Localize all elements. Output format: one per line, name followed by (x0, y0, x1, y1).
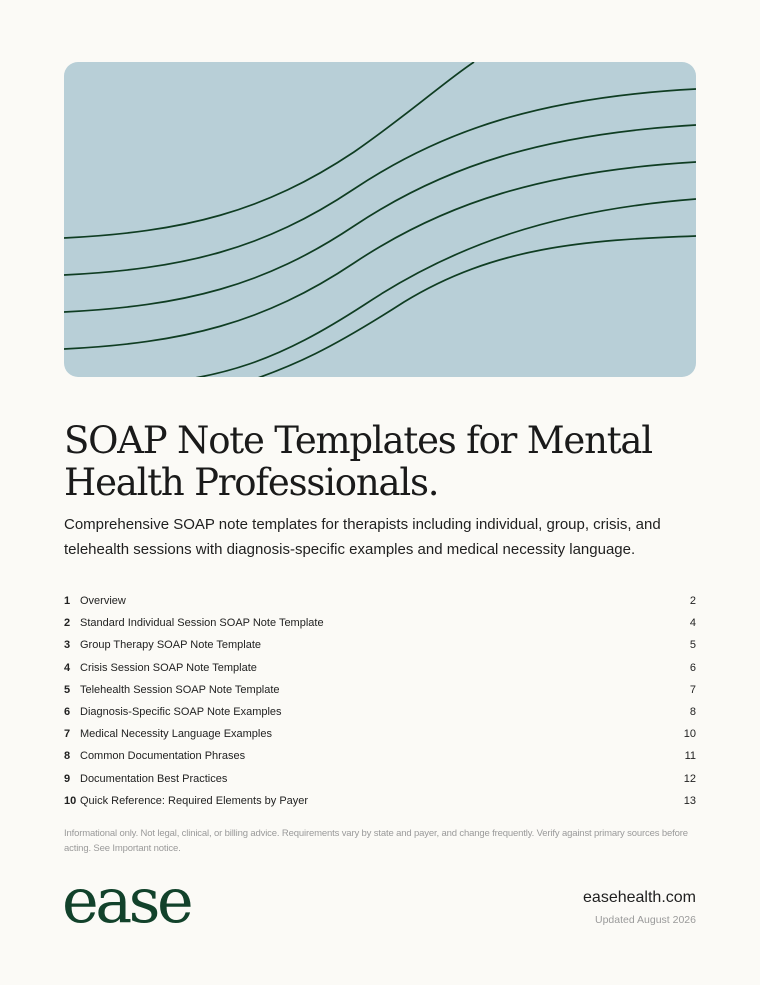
toc-item-label: Common Documentation Phrases (80, 750, 246, 763)
toc-item-number: 8 (64, 750, 71, 763)
toc-item-page: 8 (689, 706, 696, 719)
toc-item-number: 10 (64, 794, 77, 807)
toc-item-label: Medical Necessity Language Examples (80, 728, 272, 741)
document-title: SOAP Note Templates for Mental Health Professionals. (64, 419, 652, 504)
toc-item-page: 6 (689, 661, 696, 674)
toc-item-label: Crisis Session SOAP Note Template (80, 661, 257, 674)
wave-line (64, 62, 474, 238)
toc-item-page: 5 (689, 639, 696, 652)
website-link[interactable]: easehealth.com (583, 889, 696, 906)
wave-lines-illustration (64, 62, 696, 377)
toc-item-number: 9 (64, 772, 71, 785)
hero-banner (64, 62, 696, 377)
toc-item-page: 4 (689, 617, 696, 630)
toc-item[interactable] (64, 679, 696, 701)
toc-item-label: Documentation Best Practices (80, 772, 228, 785)
toc-item-number: 2 (64, 617, 71, 630)
toc-item-number: 5 (64, 683, 71, 696)
toc-item[interactable] (64, 657, 696, 679)
document-subtitle: Comprehensive SOAP note templates for therapists including individual, group, crisis, and telehealth sessions with diagnosis-specific examples and medical necessity language. (64, 516, 661, 558)
toc-item-label: Telehealth Session SOAP Note Template (80, 683, 280, 696)
toc-item-page: 11 (684, 750, 696, 763)
wave-line (234, 236, 696, 377)
wave-line (64, 125, 696, 312)
toc-item-number: 7 (64, 728, 71, 741)
toc-item-label: Diagnosis-Specific SOAP Note Examples (80, 706, 282, 719)
ease-logo: ease (62, 864, 191, 937)
toc-item-number: 4 (64, 661, 71, 674)
toc-item[interactable] (64, 612, 696, 634)
toc-item[interactable] (64, 701, 696, 723)
toc-item-page: 7 (689, 683, 696, 696)
toc-item[interactable] (64, 590, 696, 612)
toc-item-label: Standard Individual Session SOAP Note Template (80, 617, 324, 630)
disclaimer-text: Informational only. Not legal, clinical, or billing advice. Requirements vary by state and payer, and change frequently. Verify against primary sources before acting. See Important notice. (64, 828, 688, 854)
toc-item-number: 6 (64, 706, 71, 719)
toc-item[interactable] (64, 634, 696, 656)
toc-item[interactable] (64, 723, 696, 745)
toc-item[interactable] (64, 768, 696, 790)
toc-item-page: 2 (689, 595, 696, 608)
updated-date: Updated August 2026 (594, 914, 696, 926)
toc-item[interactable] (64, 790, 696, 812)
toc-item-number: 1 (64, 595, 71, 608)
toc-item-page: 10 (683, 728, 696, 741)
toc-item-number: 3 (64, 639, 71, 652)
wave-line (124, 199, 696, 377)
toc-item-label: Group Therapy SOAP Note Template (80, 639, 261, 652)
toc-item-label: Quick Reference: Required Elements by Payer (80, 794, 309, 807)
wave-line (64, 162, 696, 349)
toc-item-page: 13 (683, 794, 696, 807)
toc-item-page: 12 (683, 772, 696, 785)
toc-item-label: Overview (80, 595, 126, 608)
toc-item[interactable] (64, 745, 696, 767)
table-of-contents (64, 590, 696, 812)
